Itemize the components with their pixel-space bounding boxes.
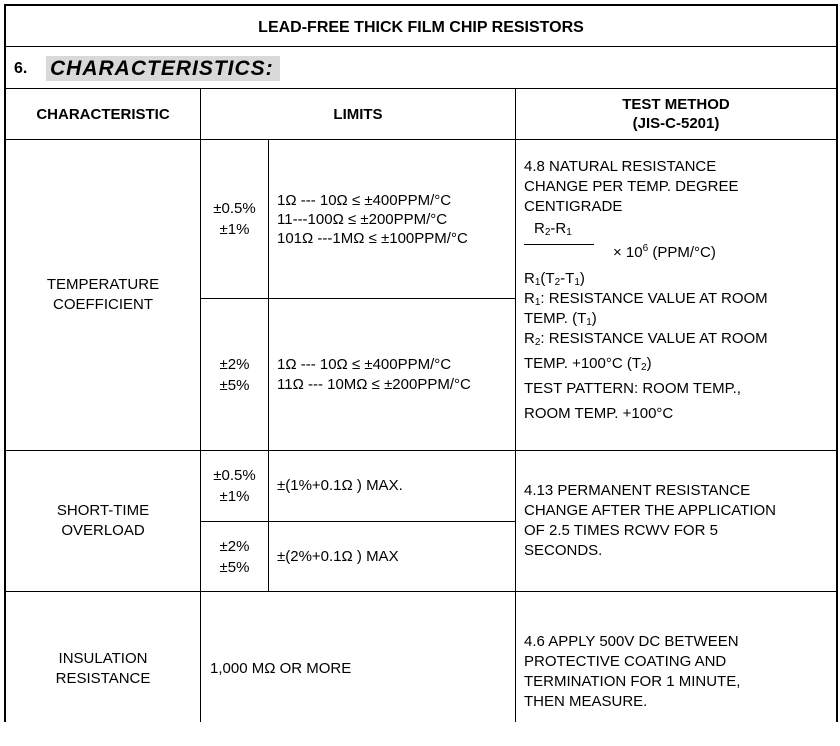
formula-text: : RESISTANCE VALUE AT ROOM	[540, 290, 768, 307]
formula-multiplier	[613, 243, 716, 263]
section-number: 6.	[14, 60, 28, 77]
tolerance-value: ±5%	[219, 558, 250, 576]
method-line: OF 2.5 TIMES RCWV FOR 5	[524, 522, 718, 539]
method-line: PROTECTIVE COATING AND	[524, 653, 727, 670]
formula-text: -R	[550, 220, 567, 237]
formula-numerator	[534, 219, 572, 239]
method-definitions	[524, 289, 834, 424]
formula-text: R	[524, 330, 535, 347]
limit-cell	[277, 299, 513, 450]
header-characteristic: CHARACTERISTIC	[36, 105, 170, 123]
formula-subscript: 1	[574, 277, 580, 288]
method-line: THEN MEASURE.	[524, 693, 648, 710]
label-line: RESISTANCE	[55, 670, 151, 687]
method-line: TEST PATTERN: ROOM TEMP.,	[524, 380, 741, 397]
header-test-method	[516, 89, 836, 139]
method-line	[524, 329, 834, 349]
limit-line: 101Ω ---1MΩ ≤ ±100PPM/°C	[277, 229, 468, 247]
formula-text: × 10	[613, 244, 643, 261]
formula-subscript: 2	[641, 362, 647, 373]
label-line: INSULATION	[58, 650, 148, 667]
method-line: TERMINATION FOR 1 MINUTE,	[524, 673, 741, 690]
label-insulation-resistance	[6, 592, 200, 746]
fraction-bar	[524, 244, 594, 245]
column-divider	[268, 140, 269, 591]
tolerance-value: ±1%	[219, 221, 250, 238]
tolerance-value: ±0.5%	[213, 467, 256, 484]
column-divider	[515, 89, 516, 722]
section-title: CHARACTERISTICS:	[46, 56, 280, 81]
formula-exponent: 6	[642, 243, 649, 254]
formula-subscript: 2	[534, 337, 541, 348]
label-line: TEMPERATURE	[46, 276, 160, 293]
formula-subscript: 1	[586, 317, 592, 328]
formula-text: TEMP. (T	[524, 310, 587, 327]
method-line: CENTIGRADE	[524, 198, 623, 215]
formula-text: R	[524, 270, 535, 287]
formula-text: )	[646, 355, 652, 372]
method-line	[524, 309, 834, 329]
method-line: 4.8 NATURAL RESISTANCE	[524, 158, 717, 175]
method-line: SECONDS.	[524, 542, 603, 559]
spec-sheet	[4, 4, 838, 722]
method-line	[524, 354, 834, 374]
formula-text: (PPM/°C)	[648, 244, 716, 261]
tolerance-value: ±2%	[219, 537, 250, 555]
limit-cell	[277, 451, 513, 521]
method-line: ROOM TEMP. +100°C	[524, 405, 674, 422]
formula-subscript: 1	[534, 277, 541, 288]
formula-text: (T	[540, 270, 555, 287]
formula-text: TEMP. +100°C (T	[524, 355, 642, 372]
limit-cell	[277, 522, 513, 591]
tolerance-cell	[201, 140, 268, 298]
method-line: 4.6 APPLY 500V DC BETWEEN	[524, 633, 739, 650]
formula-subscript: 2	[544, 227, 551, 238]
method-insulation-resistance	[524, 632, 834, 712]
formula-text: )	[591, 310, 597, 327]
method-line: CHANGE AFTER THE APPLICATION	[524, 502, 776, 519]
tolerance-value: ±0.5%	[213, 200, 256, 217]
document-title: LEAD-FREE THICK FILM CHIP RESISTORS	[258, 19, 584, 36]
tolerance-value: ±2%	[219, 355, 250, 373]
limit-cell	[277, 140, 513, 298]
tolerance-cell	[201, 522, 268, 591]
limit-line: ±(1%+0.1Ω ) MAX.	[277, 477, 403, 494]
header-test-method-line1: TEST METHOD	[622, 96, 730, 113]
label-temperature-coefficient	[6, 140, 200, 450]
method-temperature-coefficient	[524, 157, 834, 217]
limit-line: 11---100Ω ≤ ±200PPM/°C	[277, 210, 448, 228]
tolerance-cell	[201, 299, 268, 450]
formula-denominator	[524, 269, 585, 289]
formula-subscript: 1	[534, 297, 541, 308]
formula-text: R	[534, 220, 545, 237]
limit-line: 11Ω --- 10MΩ ≤ ±200PPM/°C	[277, 375, 471, 393]
label-short-time-overload	[6, 451, 200, 591]
limit-line: ±(2%+0.1Ω ) MAX	[277, 547, 399, 565]
limit-line: 1,000 MΩ OR MORE	[210, 660, 352, 677]
label-line: SHORT-TIME	[56, 502, 150, 519]
tolerance-value: ±1%	[219, 488, 250, 505]
divider	[6, 46, 836, 47]
header-limits: LIMITS	[333, 105, 383, 123]
formula-text: : RESISTANCE VALUE AT ROOM	[540, 330, 768, 347]
formula-subscript: 2	[554, 277, 561, 288]
limit-line: 1Ω --- 10Ω ≤ ±400PPM/°C	[277, 191, 452, 209]
tolerance-value: ±5%	[219, 376, 250, 394]
method-line	[524, 289, 834, 309]
method-line: 4.13 PERMANENT RESISTANCE	[524, 482, 751, 499]
limit-line: 1Ω --- 10Ω ≤ ±400PPM/°C	[277, 355, 452, 373]
formula-text: )	[579, 270, 585, 287]
formula-text: -T	[560, 270, 575, 287]
limit-cell	[210, 592, 510, 746]
label-line: COEFFICIENT	[53, 296, 153, 313]
formula-subscript: 1	[566, 227, 572, 238]
method-short-time-overload	[524, 451, 834, 591]
header-test-method-line2: (JIS-C-5201)	[632, 115, 720, 132]
formula-text: R	[524, 290, 535, 307]
method-line: CHANGE PER TEMP. DEGREE	[524, 178, 739, 195]
label-line: OVERLOAD	[61, 522, 145, 539]
tolerance-cell	[201, 451, 268, 521]
